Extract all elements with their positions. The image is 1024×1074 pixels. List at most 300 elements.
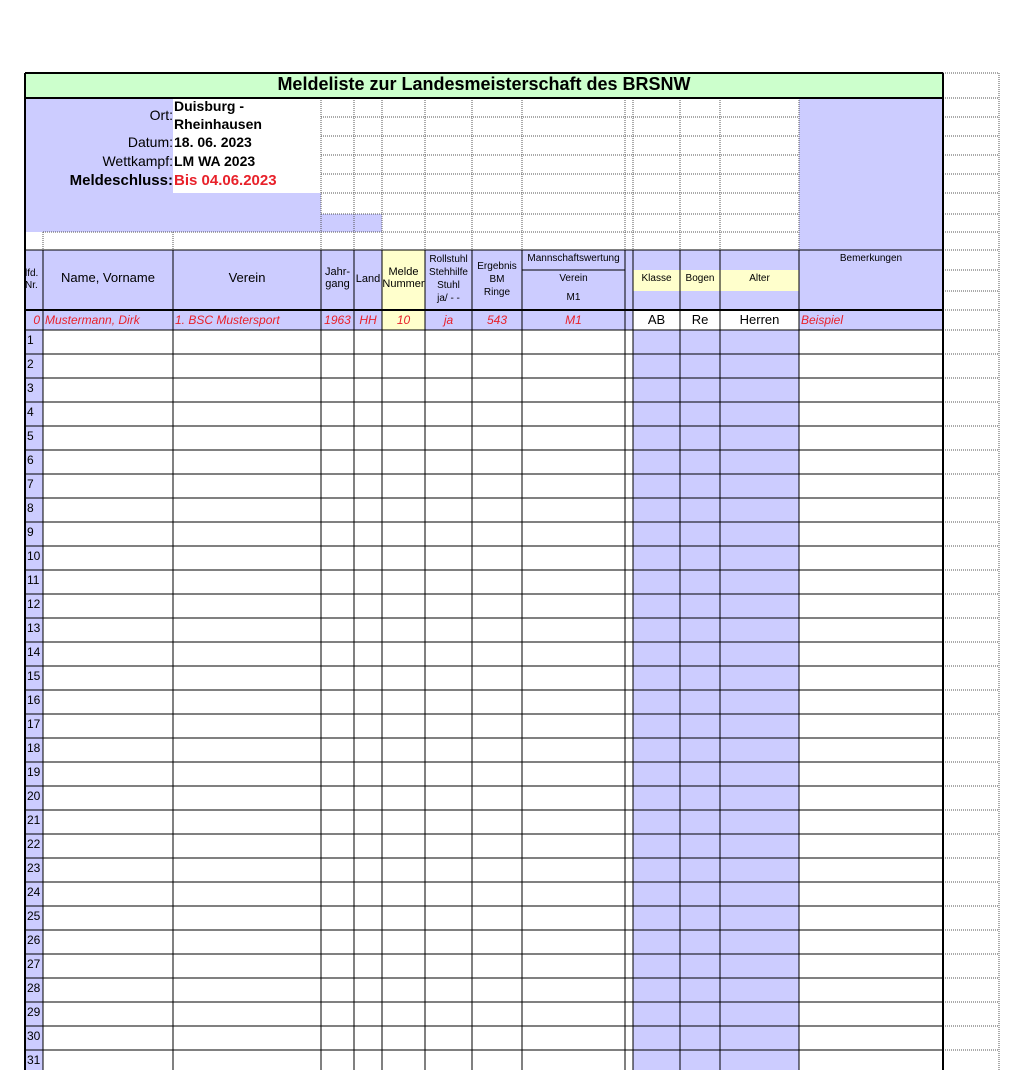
land-cell[interactable] — [354, 618, 382, 642]
name-cell[interactable] — [43, 906, 173, 930]
klasse-cell[interactable] — [633, 570, 680, 594]
name-cell[interactable] — [43, 402, 173, 426]
mannschaft-cell[interactable] — [522, 642, 633, 666]
bemerkung-cell[interactable] — [799, 858, 943, 882]
alter-cell[interactable] — [720, 954, 799, 978]
melde-cell[interactable] — [382, 402, 425, 426]
name-cell[interactable] — [43, 954, 173, 978]
ergebnis-cell[interactable] — [472, 546, 522, 570]
bogen-cell[interactable] — [680, 378, 720, 402]
land-cell[interactable] — [354, 426, 382, 450]
klasse-cell[interactable] — [633, 378, 680, 402]
bemerkung-cell[interactable] — [799, 834, 943, 858]
name-cell[interactable] — [43, 594, 173, 618]
bemerkung-cell[interactable] — [799, 906, 943, 930]
rollstuhl-cell[interactable] — [425, 666, 472, 690]
ergebnis-cell[interactable] — [472, 762, 522, 786]
bemerkung-cell[interactable] — [799, 594, 943, 618]
bogen-cell[interactable] — [680, 546, 720, 570]
ergebnis-cell[interactable] — [472, 738, 522, 762]
bogen-cell[interactable] — [680, 762, 720, 786]
melde-cell[interactable] — [382, 1026, 425, 1050]
jahrgang-cell[interactable] — [321, 546, 354, 570]
mannschaft-cell[interactable] — [522, 882, 633, 906]
klasse-cell[interactable] — [633, 882, 680, 906]
land-cell[interactable] — [354, 690, 382, 714]
mannschaft-cell[interactable] — [522, 354, 633, 378]
rollstuhl-cell[interactable] — [425, 714, 472, 738]
mannschaft-cell[interactable] — [522, 330, 633, 354]
verein-cell[interactable] — [173, 786, 321, 810]
ergebnis-cell[interactable] — [472, 882, 522, 906]
melde-cell[interactable] — [382, 546, 425, 570]
klasse-cell[interactable] — [633, 714, 680, 738]
alter-cell[interactable] — [720, 978, 799, 1002]
rollstuhl-cell[interactable] — [425, 594, 472, 618]
alter-cell[interactable] — [720, 1050, 799, 1074]
land-cell[interactable] — [354, 714, 382, 738]
mannschaft-cell[interactable] — [522, 570, 633, 594]
alter-cell[interactable] — [720, 930, 799, 954]
ergebnis-cell[interactable] — [472, 522, 522, 546]
land-cell[interactable] — [354, 570, 382, 594]
alter-cell[interactable] — [720, 1002, 799, 1026]
land-cell[interactable] — [354, 402, 382, 426]
mannschaft-cell[interactable] — [522, 402, 633, 426]
bemerkung-cell[interactable] — [799, 738, 943, 762]
bemerkung-cell[interactable] — [799, 522, 943, 546]
name-cell[interactable] — [43, 762, 173, 786]
bemerkung-cell[interactable] — [799, 570, 943, 594]
rollstuhl-cell[interactable] — [425, 762, 472, 786]
bemerkung-cell[interactable] — [799, 378, 943, 402]
ergebnis-cell[interactable] — [472, 906, 522, 930]
jahrgang-cell[interactable] — [321, 498, 354, 522]
bemerkung-cell[interactable] — [799, 810, 943, 834]
melde-cell[interactable] — [382, 354, 425, 378]
rollstuhl-cell[interactable] — [425, 882, 472, 906]
ergebnis-cell[interactable] — [472, 594, 522, 618]
jahrgang-cell[interactable] — [321, 858, 354, 882]
ergebnis-cell[interactable] — [472, 834, 522, 858]
verein-cell[interactable] — [173, 1050, 321, 1074]
verein-cell[interactable] — [173, 642, 321, 666]
melde-cell[interactable] — [382, 666, 425, 690]
alter-cell[interactable] — [720, 522, 799, 546]
rollstuhl-cell[interactable] — [425, 546, 472, 570]
bemerkung-cell[interactable] — [799, 882, 943, 906]
ergebnis-cell[interactable] — [472, 498, 522, 522]
jahrgang-cell[interactable] — [321, 738, 354, 762]
jahrgang-cell[interactable] — [321, 882, 354, 906]
alter-cell[interactable] — [720, 402, 799, 426]
mannschaft-cell[interactable] — [522, 858, 633, 882]
bogen-cell[interactable] — [680, 330, 720, 354]
verein-cell[interactable] — [173, 426, 321, 450]
bogen-cell[interactable] — [680, 690, 720, 714]
alter-cell[interactable] — [720, 474, 799, 498]
bemerkung-cell[interactable] — [799, 618, 943, 642]
land-cell[interactable] — [354, 330, 382, 354]
verein-cell[interactable] — [173, 666, 321, 690]
land-cell[interactable] — [354, 810, 382, 834]
name-cell[interactable] — [43, 882, 173, 906]
ergebnis-cell[interactable] — [472, 330, 522, 354]
bemerkung-cell[interactable] — [799, 474, 943, 498]
land-cell[interactable] — [354, 546, 382, 570]
name-cell[interactable] — [43, 546, 173, 570]
verein-cell[interactable] — [173, 954, 321, 978]
jahrgang-cell[interactable] — [321, 642, 354, 666]
name-cell[interactable] — [43, 666, 173, 690]
land-cell[interactable] — [354, 474, 382, 498]
alter-cell[interactable] — [720, 330, 799, 354]
ergebnis-cell[interactable] — [472, 642, 522, 666]
klasse-cell[interactable] — [633, 954, 680, 978]
bogen-cell[interactable] — [680, 906, 720, 930]
ergebnis-cell[interactable] — [472, 450, 522, 474]
klasse-cell[interactable] — [633, 498, 680, 522]
klasse-cell[interactable] — [633, 690, 680, 714]
alter-cell[interactable] — [720, 498, 799, 522]
mannschaft-cell[interactable] — [522, 546, 633, 570]
mannschaft-cell[interactable] — [522, 978, 633, 1002]
name-cell[interactable] — [43, 690, 173, 714]
klasse-cell[interactable] — [633, 738, 680, 762]
rollstuhl-cell[interactable] — [425, 474, 472, 498]
bemerkung-cell[interactable] — [799, 546, 943, 570]
land-cell[interactable] — [354, 954, 382, 978]
ergebnis-cell[interactable] — [472, 1050, 522, 1074]
mannschaft-cell[interactable] — [522, 594, 633, 618]
name-cell[interactable] — [43, 426, 173, 450]
bogen-cell[interactable] — [680, 930, 720, 954]
name-cell[interactable] — [43, 474, 173, 498]
melde-cell[interactable] — [382, 978, 425, 1002]
rollstuhl-cell[interactable] — [425, 786, 472, 810]
bemerkung-cell[interactable] — [799, 642, 943, 666]
rollstuhl-cell[interactable] — [425, 354, 472, 378]
mannschaft-cell[interactable] — [522, 1026, 633, 1050]
jahrgang-cell[interactable] — [321, 474, 354, 498]
mannschaft-cell[interactable] — [522, 834, 633, 858]
verein-cell[interactable] — [173, 354, 321, 378]
jahrgang-cell[interactable] — [321, 570, 354, 594]
klasse-cell[interactable] — [633, 1050, 680, 1074]
jahrgang-cell[interactable] — [321, 690, 354, 714]
rollstuhl-cell[interactable] — [425, 498, 472, 522]
name-cell[interactable] — [43, 714, 173, 738]
land-cell[interactable] — [354, 978, 382, 1002]
name-cell[interactable] — [43, 930, 173, 954]
bogen-cell[interactable] — [680, 642, 720, 666]
land-cell[interactable] — [354, 786, 382, 810]
land-cell[interactable] — [354, 762, 382, 786]
bogen-cell[interactable] — [680, 522, 720, 546]
mannschaft-cell[interactable] — [522, 474, 633, 498]
bogen-cell[interactable] — [680, 666, 720, 690]
land-cell[interactable] — [354, 1002, 382, 1026]
mannschaft-cell[interactable] — [522, 618, 633, 642]
bogen-cell[interactable] — [680, 786, 720, 810]
melde-cell[interactable] — [382, 474, 425, 498]
bemerkung-cell[interactable] — [799, 690, 943, 714]
name-cell[interactable] — [43, 858, 173, 882]
name-cell[interactable] — [43, 570, 173, 594]
bemerkung-cell[interactable] — [799, 426, 943, 450]
jahrgang-cell[interactable] — [321, 354, 354, 378]
ergebnis-cell[interactable] — [472, 714, 522, 738]
alter-cell[interactable] — [720, 762, 799, 786]
jahrgang-cell[interactable] — [321, 402, 354, 426]
mannschaft-cell[interactable] — [522, 714, 633, 738]
land-cell[interactable] — [354, 1050, 382, 1074]
rollstuhl-cell[interactable] — [425, 1002, 472, 1026]
jahrgang-cell[interactable] — [321, 330, 354, 354]
mannschaft-cell[interactable] — [522, 522, 633, 546]
verein-cell[interactable] — [173, 858, 321, 882]
jahrgang-cell[interactable] — [321, 762, 354, 786]
jahrgang-cell[interactable] — [321, 786, 354, 810]
name-cell[interactable] — [43, 642, 173, 666]
alter-cell[interactable] — [720, 666, 799, 690]
klasse-cell[interactable] — [633, 834, 680, 858]
bogen-cell[interactable] — [680, 1026, 720, 1050]
name-cell[interactable] — [43, 738, 173, 762]
rollstuhl-cell[interactable] — [425, 378, 472, 402]
bogen-cell[interactable] — [680, 570, 720, 594]
verein-cell[interactable] — [173, 450, 321, 474]
klasse-cell[interactable] — [633, 618, 680, 642]
klasse-cell[interactable] — [633, 930, 680, 954]
rollstuhl-cell[interactable] — [425, 978, 472, 1002]
bogen-cell[interactable] — [680, 834, 720, 858]
mannschaft-cell[interactable] — [522, 906, 633, 930]
bemerkung-cell[interactable] — [799, 978, 943, 1002]
land-cell[interactable] — [354, 834, 382, 858]
rollstuhl-cell[interactable] — [425, 570, 472, 594]
land-cell[interactable] — [354, 738, 382, 762]
melde-cell[interactable] — [382, 378, 425, 402]
verein-cell[interactable] — [173, 762, 321, 786]
alter-cell[interactable] — [720, 570, 799, 594]
bemerkung-cell[interactable] — [799, 954, 943, 978]
klasse-cell[interactable] — [633, 642, 680, 666]
land-cell[interactable] — [354, 906, 382, 930]
ergebnis-cell[interactable] — [472, 378, 522, 402]
melde-cell[interactable] — [382, 570, 425, 594]
mannschaft-cell[interactable] — [522, 690, 633, 714]
alter-cell[interactable] — [720, 810, 799, 834]
ergebnis-cell[interactable] — [472, 666, 522, 690]
mannschaft-cell[interactable] — [522, 498, 633, 522]
jahrgang-cell[interactable] — [321, 930, 354, 954]
bemerkung-cell[interactable] — [799, 402, 943, 426]
klasse-cell[interactable] — [633, 450, 680, 474]
mannschaft-cell[interactable] — [522, 810, 633, 834]
verein-cell[interactable] — [173, 546, 321, 570]
melde-cell[interactable] — [382, 690, 425, 714]
verein-cell[interactable] — [173, 1002, 321, 1026]
land-cell[interactable] — [354, 642, 382, 666]
name-cell[interactable] — [43, 378, 173, 402]
ergebnis-cell[interactable] — [472, 1002, 522, 1026]
rollstuhl-cell[interactable] — [425, 402, 472, 426]
rollstuhl-cell[interactable] — [425, 522, 472, 546]
land-cell[interactable] — [354, 378, 382, 402]
jahrgang-cell[interactable] — [321, 618, 354, 642]
alter-cell[interactable] — [720, 738, 799, 762]
alter-cell[interactable] — [720, 450, 799, 474]
rollstuhl-cell[interactable] — [425, 930, 472, 954]
jahrgang-cell[interactable] — [321, 426, 354, 450]
bogen-cell[interactable] — [680, 354, 720, 378]
bogen-cell[interactable] — [680, 714, 720, 738]
alter-cell[interactable] — [720, 546, 799, 570]
bogen-cell[interactable] — [680, 474, 720, 498]
jahrgang-cell[interactable] — [321, 1002, 354, 1026]
alter-cell[interactable] — [720, 426, 799, 450]
jahrgang-cell[interactable] — [321, 666, 354, 690]
mannschaft-cell[interactable] — [522, 378, 633, 402]
rollstuhl-cell[interactable] — [425, 954, 472, 978]
verein-cell[interactable] — [173, 930, 321, 954]
jahrgang-cell[interactable] — [321, 834, 354, 858]
alter-cell[interactable] — [720, 834, 799, 858]
melde-cell[interactable] — [382, 786, 425, 810]
rollstuhl-cell[interactable] — [425, 426, 472, 450]
bogen-cell[interactable] — [680, 498, 720, 522]
mannschaft-cell[interactable] — [522, 450, 633, 474]
mannschaft-cell[interactable] — [522, 666, 633, 690]
klasse-cell[interactable] — [633, 786, 680, 810]
melde-cell[interactable] — [382, 882, 425, 906]
verein-cell[interactable] — [173, 474, 321, 498]
bogen-cell[interactable] — [680, 618, 720, 642]
bemerkung-cell[interactable] — [799, 666, 943, 690]
alter-cell[interactable] — [720, 882, 799, 906]
melde-cell[interactable] — [382, 858, 425, 882]
jahrgang-cell[interactable] — [321, 954, 354, 978]
land-cell[interactable] — [354, 930, 382, 954]
alter-cell[interactable] — [720, 690, 799, 714]
mannschaft-cell[interactable] — [522, 762, 633, 786]
klasse-cell[interactable] — [633, 906, 680, 930]
ergebnis-cell[interactable] — [472, 930, 522, 954]
klasse-cell[interactable] — [633, 1026, 680, 1050]
rollstuhl-cell[interactable] — [425, 330, 472, 354]
land-cell[interactable] — [354, 858, 382, 882]
verein-cell[interactable] — [173, 402, 321, 426]
rollstuhl-cell[interactable] — [425, 1050, 472, 1074]
bogen-cell[interactable] — [680, 858, 720, 882]
name-cell[interactable] — [43, 522, 173, 546]
mannschaft-cell[interactable] — [522, 954, 633, 978]
rollstuhl-cell[interactable] — [425, 906, 472, 930]
alter-cell[interactable] — [720, 642, 799, 666]
bemerkung-cell[interactable] — [799, 762, 943, 786]
melde-cell[interactable] — [382, 834, 425, 858]
verein-cell[interactable] — [173, 330, 321, 354]
melde-cell[interactable] — [382, 762, 425, 786]
bogen-cell[interactable] — [680, 978, 720, 1002]
land-cell[interactable] — [354, 1026, 382, 1050]
mannschaft-cell[interactable] — [522, 738, 633, 762]
ergebnis-cell[interactable] — [472, 1026, 522, 1050]
melde-cell[interactable] — [382, 1002, 425, 1026]
jahrgang-cell[interactable] — [321, 378, 354, 402]
alter-cell[interactable] — [720, 858, 799, 882]
verein-cell[interactable] — [173, 618, 321, 642]
rollstuhl-cell[interactable] — [425, 618, 472, 642]
jahrgang-cell[interactable] — [321, 450, 354, 474]
bogen-cell[interactable] — [680, 594, 720, 618]
name-cell[interactable] — [43, 810, 173, 834]
name-cell[interactable] — [43, 498, 173, 522]
bogen-cell[interactable] — [680, 450, 720, 474]
land-cell[interactable] — [354, 498, 382, 522]
ergebnis-cell[interactable] — [472, 354, 522, 378]
bogen-cell[interactable] — [680, 1050, 720, 1074]
ergebnis-cell[interactable] — [472, 978, 522, 1002]
bemerkung-cell[interactable] — [799, 1050, 943, 1074]
name-cell[interactable] — [43, 1002, 173, 1026]
name-cell[interactable] — [43, 330, 173, 354]
bogen-cell[interactable] — [680, 426, 720, 450]
name-cell[interactable] — [43, 1050, 173, 1074]
bemerkung-cell[interactable] — [799, 498, 943, 522]
melde-cell[interactable] — [382, 330, 425, 354]
klasse-cell[interactable] — [633, 426, 680, 450]
mannschaft-cell[interactable] — [522, 426, 633, 450]
bogen-cell[interactable] — [680, 738, 720, 762]
bemerkung-cell[interactable] — [799, 330, 943, 354]
mannschaft-cell[interactable] — [522, 1050, 633, 1074]
verein-cell[interactable] — [173, 810, 321, 834]
ergebnis-cell[interactable] — [472, 402, 522, 426]
melde-cell[interactable] — [382, 738, 425, 762]
rollstuhl-cell[interactable] — [425, 1026, 472, 1050]
ergebnis-cell[interactable] — [472, 618, 522, 642]
klasse-cell[interactable] — [633, 522, 680, 546]
jahrgang-cell[interactable] — [321, 906, 354, 930]
land-cell[interactable] — [354, 354, 382, 378]
jahrgang-cell[interactable] — [321, 1050, 354, 1074]
rollstuhl-cell[interactable] — [425, 858, 472, 882]
verein-cell[interactable] — [173, 522, 321, 546]
melde-cell[interactable] — [382, 498, 425, 522]
melde-cell[interactable] — [382, 618, 425, 642]
ergebnis-cell[interactable] — [472, 690, 522, 714]
klasse-cell[interactable] — [633, 594, 680, 618]
bemerkung-cell[interactable] — [799, 1026, 943, 1050]
jahrgang-cell[interactable] — [321, 714, 354, 738]
klasse-cell[interactable] — [633, 762, 680, 786]
klasse-cell[interactable] — [633, 330, 680, 354]
ergebnis-cell[interactable] — [472, 810, 522, 834]
land-cell[interactable] — [354, 522, 382, 546]
klasse-cell[interactable] — [633, 402, 680, 426]
klasse-cell[interactable] — [633, 858, 680, 882]
verein-cell[interactable] — [173, 834, 321, 858]
name-cell[interactable] — [43, 978, 173, 1002]
melde-cell[interactable] — [382, 642, 425, 666]
verein-cell[interactable] — [173, 906, 321, 930]
bogen-cell[interactable] — [680, 954, 720, 978]
jahrgang-cell[interactable] — [321, 978, 354, 1002]
ergebnis-cell[interactable] — [472, 474, 522, 498]
jahrgang-cell[interactable] — [321, 1026, 354, 1050]
